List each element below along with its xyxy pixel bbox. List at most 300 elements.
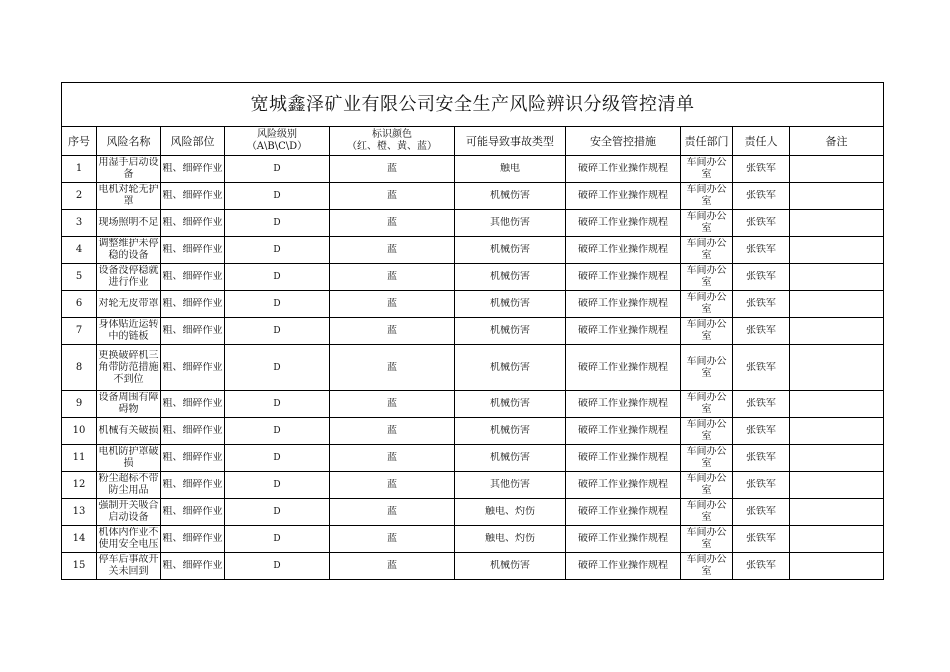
cell-responsible-dept-text: 车间办公室 <box>686 292 727 315</box>
cell-remark <box>790 345 884 391</box>
cell-remark <box>790 318 884 345</box>
cell-sign-color-text: 蓝 <box>387 506 397 517</box>
cell-risk-name-text: 电机对轮无护罩 <box>98 184 159 207</box>
cell-risk-level-text: D <box>273 164 281 174</box>
cell-risk-location-text: 粗、细碎作业 <box>162 560 223 571</box>
cell-sign-color-text: 蓝 <box>387 190 397 201</box>
header-sign-color-line2: （红、橙、黄、蓝） <box>347 141 437 152</box>
cell-responsible-dept <box>681 291 733 318</box>
cell-risk-level-text: D <box>273 272 281 282</box>
cell-risk-level-text: D <box>273 218 281 228</box>
cell-control-measures-text: 破碎工作业操作规程 <box>578 506 668 517</box>
cell-sign-color <box>330 445 455 472</box>
page-title: 宽城鑫泽矿业有限公司安全生产风险辨识分级管控清单 <box>62 83 884 127</box>
cell-risk-name <box>97 472 161 499</box>
cell-sign-color <box>330 291 455 318</box>
cell-accident-type <box>455 526 566 553</box>
cell-responsible-dept-text: 车间办公室 <box>686 392 727 415</box>
cell-responsible-dept <box>681 391 733 418</box>
cell-control-measures-text: 破碎工作业操作规程 <box>578 533 668 544</box>
cell-risk-name-text: 对轮无皮带罩 <box>98 298 159 309</box>
cell-accident-type <box>455 264 566 291</box>
cell-risk-location-text: 粗、细碎作业 <box>162 298 223 309</box>
cell-control-measures-text: 破碎工作业操作规程 <box>578 361 668 373</box>
header-responsible-person: 责任人 <box>733 127 790 156</box>
cell-risk-name <box>97 156 161 183</box>
cell-responsible-person-text: 张铁军 <box>746 244 776 255</box>
header-risk-level-line2: （A\B\C\D） <box>246 141 308 152</box>
cell-responsible-person-text: 张铁军 <box>746 217 776 228</box>
cell-remark <box>790 156 884 183</box>
cell-accident-type <box>455 291 566 318</box>
cell-accident-type <box>455 472 566 499</box>
cell-risk-location-text: 粗、细碎作业 <box>162 217 223 228</box>
cell-risk-location <box>161 237 225 264</box>
cell-risk-name <box>97 237 161 264</box>
cell-remark <box>790 210 884 237</box>
cell-risk-location <box>161 210 225 237</box>
cell-control-measures-text: 破碎工作业操作规程 <box>578 398 668 409</box>
cell-risk-name-text: 电机防护罩破损 <box>98 446 159 469</box>
header-remark: 备注 <box>790 127 884 156</box>
cell-risk-name-text: 设备周围有障碍物 <box>98 392 159 415</box>
cell-responsible-dept-text: 车间办公室 <box>686 265 727 288</box>
cell-seq-text: 15 <box>72 560 86 571</box>
cell-risk-location-text: 粗、细碎作业 <box>162 452 223 463</box>
header-seq: 序号 <box>62 127 97 156</box>
cell-seq-text: 7 <box>75 325 83 336</box>
cell-risk-location-text: 粗、细碎作业 <box>162 361 223 373</box>
header-control-measures: 安全管控措施 <box>566 127 681 156</box>
cell-risk-level-text: D <box>273 326 281 336</box>
cell-risk-name <box>97 210 161 237</box>
cell-risk-level <box>225 345 330 391</box>
cell-accident-type-text: 机械伤害 <box>490 271 530 282</box>
header-sign-color-line1: 标识颜色 <box>372 129 412 140</box>
cell-risk-level <box>225 210 330 237</box>
cell-sign-color-text: 蓝 <box>387 361 397 373</box>
cell-sign-color-text: 蓝 <box>387 217 397 228</box>
cell-seq <box>62 526 97 553</box>
table-row <box>62 345 884 391</box>
cell-risk-level-text: D <box>273 561 281 571</box>
cell-accident-type-text: 机械伤害 <box>490 452 530 463</box>
cell-risk-location-text: 粗、细碎作业 <box>162 325 223 336</box>
cell-risk-level <box>225 472 330 499</box>
cell-risk-name-text: 现场照明不足 <box>98 217 159 228</box>
cell-risk-level-text: D <box>273 507 281 517</box>
cell-risk-name <box>97 183 161 210</box>
cell-risk-location-text: 粗、细碎作业 <box>162 479 223 490</box>
cell-control-measures-text: 破碎工作业操作规程 <box>578 217 668 228</box>
cell-risk-name-text: 更换破碎机三角带防范措施不到位 <box>98 349 159 385</box>
cell-sign-color <box>330 156 455 183</box>
cell-remark <box>790 472 884 499</box>
cell-responsible-person <box>733 183 790 210</box>
cell-responsible-dept <box>681 237 733 264</box>
cell-responsible-person-text: 张铁军 <box>746 479 776 490</box>
cell-sign-color <box>330 526 455 553</box>
cell-control-measures <box>566 418 681 445</box>
cell-sign-color-text: 蓝 <box>387 560 397 571</box>
cell-risk-location <box>161 345 225 391</box>
table-row <box>62 445 884 472</box>
cell-responsible-dept-text: 车间办公室 <box>686 554 727 577</box>
header-accident-type: 可能导致事故类型 <box>455 127 566 156</box>
cell-responsible-person-text: 张铁军 <box>746 298 776 309</box>
cell-responsible-dept-text: 车间办公室 <box>686 527 727 550</box>
cell-risk-level <box>225 237 330 264</box>
cell-remark <box>790 418 884 445</box>
cell-risk-level <box>225 291 330 318</box>
cell-seq <box>62 345 97 391</box>
cell-responsible-dept <box>681 526 733 553</box>
cell-responsible-dept-text: 车间办公室 <box>686 157 727 180</box>
table-row <box>62 391 884 418</box>
cell-responsible-person <box>733 391 790 418</box>
cell-responsible-person-text: 张铁军 <box>746 452 776 463</box>
cell-risk-location <box>161 526 225 553</box>
cell-control-measures <box>566 345 681 391</box>
cell-risk-name <box>97 445 161 472</box>
cell-sign-color <box>330 553 455 580</box>
cell-risk-location <box>161 391 225 418</box>
cell-risk-level-text: D <box>273 191 281 201</box>
cell-seq <box>62 318 97 345</box>
cell-sign-color-text: 蓝 <box>387 398 397 409</box>
cell-sign-color-text: 蓝 <box>387 425 397 436</box>
cell-risk-name <box>97 345 161 391</box>
cell-accident-type <box>455 318 566 345</box>
cell-risk-name-text: 用湿手启动设备 <box>98 157 159 180</box>
cell-control-measures <box>566 264 681 291</box>
cell-sign-color <box>330 345 455 391</box>
cell-responsible-person <box>733 499 790 526</box>
cell-remark <box>790 445 884 472</box>
cell-sign-color <box>330 210 455 237</box>
cell-responsible-person <box>733 345 790 391</box>
cell-responsible-person <box>733 318 790 345</box>
cell-control-measures <box>566 472 681 499</box>
cell-responsible-person <box>733 472 790 499</box>
cell-responsible-dept <box>681 445 733 472</box>
cell-responsible-dept-text: 车间办公室 <box>686 211 727 234</box>
cell-risk-location <box>161 156 225 183</box>
cell-sign-color <box>330 264 455 291</box>
table-body <box>62 156 884 580</box>
cell-accident-type <box>455 345 566 391</box>
table-row <box>62 264 884 291</box>
cell-seq-text: 10 <box>72 425 86 436</box>
cell-accident-type-text: 机械伤害 <box>490 298 530 309</box>
cell-responsible-dept-text: 车间办公室 <box>686 238 727 261</box>
cell-responsible-person-text: 张铁军 <box>746 163 776 174</box>
cell-responsible-person-text: 张铁军 <box>746 325 776 336</box>
cell-sign-color-text: 蓝 <box>387 244 397 255</box>
header-risk-level-line1: 风险级别 <box>257 129 297 140</box>
cell-risk-level-text: D <box>273 480 281 490</box>
cell-responsible-person-text: 张铁军 <box>746 560 776 571</box>
header-responsible-dept: 责任部门 <box>681 127 733 156</box>
cell-seq <box>62 499 97 526</box>
cell-seq <box>62 264 97 291</box>
cell-remark <box>790 237 884 264</box>
cell-seq-text: 5 <box>75 271 83 282</box>
cell-risk-location <box>161 445 225 472</box>
cell-responsible-dept <box>681 183 733 210</box>
table-row <box>62 499 884 526</box>
cell-accident-type-text: 触电、灼伤 <box>485 506 535 517</box>
cell-responsible-person <box>733 445 790 472</box>
cell-risk-name <box>97 391 161 418</box>
cell-risk-name-text: 强制开关吸合启动设备 <box>98 500 159 523</box>
cell-accident-type <box>455 499 566 526</box>
cell-control-measures-text: 破碎工作业操作规程 <box>578 298 668 309</box>
cell-risk-name <box>97 291 161 318</box>
table-row <box>62 553 884 580</box>
cell-accident-type-text: 触电 <box>500 163 520 174</box>
cell-control-measures-text: 破碎工作业操作规程 <box>578 190 668 201</box>
cell-accident-type-text: 触电、灼伤 <box>485 533 535 544</box>
cell-risk-name <box>97 318 161 345</box>
cell-accident-type <box>455 553 566 580</box>
cell-accident-type <box>455 210 566 237</box>
cell-responsible-person <box>733 156 790 183</box>
cell-responsible-dept-text: 车间办公室 <box>686 319 727 342</box>
cell-seq <box>62 156 97 183</box>
cell-risk-location <box>161 553 225 580</box>
cell-risk-location <box>161 264 225 291</box>
cell-responsible-person-text: 张铁军 <box>746 425 776 436</box>
cell-risk-location <box>161 183 225 210</box>
cell-responsible-dept <box>681 418 733 445</box>
cell-risk-name <box>97 499 161 526</box>
cell-risk-level <box>225 183 330 210</box>
cell-seq-text: 14 <box>72 533 86 544</box>
cell-risk-name <box>97 418 161 445</box>
cell-risk-location <box>161 499 225 526</box>
cell-responsible-person-text: 张铁军 <box>746 533 776 544</box>
cell-sign-color-text: 蓝 <box>387 533 397 544</box>
cell-responsible-person <box>733 526 790 553</box>
cell-risk-level <box>225 418 330 445</box>
cell-seq-text: 12 <box>72 479 86 490</box>
cell-control-measures <box>566 318 681 345</box>
cell-accident-type-text: 机械伤害 <box>490 244 530 255</box>
cell-responsible-person <box>733 418 790 445</box>
cell-control-measures <box>566 210 681 237</box>
cell-risk-name-text: 身体贴近运转中的链板 <box>98 319 159 342</box>
cell-remark <box>790 291 884 318</box>
cell-seq-text: 11 <box>72 452 86 463</box>
cell-control-measures <box>566 391 681 418</box>
cell-accident-type <box>455 237 566 264</box>
cell-control-measures <box>566 237 681 264</box>
cell-risk-level <box>225 156 330 183</box>
cell-responsible-dept <box>681 345 733 391</box>
table-row <box>62 237 884 264</box>
cell-risk-level <box>225 553 330 580</box>
cell-responsible-dept <box>681 156 733 183</box>
cell-responsible-person-text: 张铁军 <box>746 271 776 282</box>
cell-risk-location-text: 粗、细碎作业 <box>162 190 223 201</box>
cell-responsible-person-text: 张铁军 <box>746 398 776 409</box>
cell-responsible-dept <box>681 472 733 499</box>
cell-risk-level-text: D <box>273 453 281 463</box>
cell-sign-color <box>330 183 455 210</box>
cell-responsible-person <box>733 264 790 291</box>
cell-control-measures-text: 破碎工作业操作规程 <box>578 452 668 463</box>
cell-control-measures <box>566 499 681 526</box>
cell-sign-color <box>330 237 455 264</box>
cell-accident-type-text: 机械伤害 <box>490 560 530 571</box>
cell-risk-name-text: 机械有关破损 <box>98 425 159 436</box>
cell-sign-color-text: 蓝 <box>387 325 397 336</box>
cell-sign-color <box>330 318 455 345</box>
cell-control-measures <box>566 445 681 472</box>
cell-accident-type-text: 其他伤害 <box>490 217 530 228</box>
cell-risk-level <box>225 526 330 553</box>
cell-accident-type-text: 机械伤害 <box>490 361 530 373</box>
cell-risk-name-text: 粉尘超标不带防尘用品 <box>98 473 159 496</box>
cell-seq <box>62 553 97 580</box>
cell-sign-color-text: 蓝 <box>387 452 397 463</box>
cell-accident-type-text: 机械伤害 <box>490 398 530 409</box>
cell-control-measures-text: 破碎工作业操作规程 <box>578 560 668 571</box>
cell-sign-color-text: 蓝 <box>387 271 397 282</box>
cell-risk-location-text: 粗、细碎作业 <box>162 244 223 255</box>
cell-responsible-person-text: 张铁军 <box>746 361 776 373</box>
cell-control-measures <box>566 553 681 580</box>
cell-control-measures <box>566 156 681 183</box>
cell-responsible-dept <box>681 499 733 526</box>
cell-control-measures <box>566 183 681 210</box>
table-row <box>62 291 884 318</box>
table-row <box>62 156 884 183</box>
table-row <box>62 472 884 499</box>
cell-risk-location-text: 粗、细碎作业 <box>162 425 223 436</box>
cell-responsible-dept-text: 车间办公室 <box>686 355 727 379</box>
cell-responsible-dept <box>681 318 733 345</box>
cell-control-measures-text: 破碎工作业操作规程 <box>578 271 668 282</box>
cell-control-measures-text: 破碎工作业操作规程 <box>578 479 668 490</box>
cell-sign-color <box>330 499 455 526</box>
cell-sign-color-text: 蓝 <box>387 163 397 174</box>
cell-seq <box>62 418 97 445</box>
cell-responsible-dept <box>681 210 733 237</box>
cell-accident-type-text: 机械伤害 <box>490 190 530 201</box>
cell-risk-location <box>161 472 225 499</box>
cell-risk-level <box>225 391 330 418</box>
cell-seq <box>62 472 97 499</box>
cell-risk-name-text: 停车后事故开关未回到 <box>98 554 159 577</box>
cell-risk-location-text: 粗、细碎作业 <box>162 398 223 409</box>
table-row <box>62 183 884 210</box>
cell-remark <box>790 553 884 580</box>
cell-seq <box>62 391 97 418</box>
cell-risk-level-text: D <box>273 534 281 544</box>
cell-sign-color <box>330 391 455 418</box>
cell-risk-name <box>97 526 161 553</box>
cell-remark <box>790 526 884 553</box>
cell-responsible-person <box>733 291 790 318</box>
cell-seq-text: 8 <box>75 361 83 373</box>
cell-control-measures-text: 破碎工作业操作规程 <box>578 244 668 255</box>
cell-risk-name-text: 设备没停稳就进行作业 <box>98 265 159 288</box>
cell-seq-text: 13 <box>72 506 86 517</box>
cell-risk-location-text: 粗、细碎作业 <box>162 271 223 282</box>
cell-accident-type-text: 机械伤害 <box>490 325 530 336</box>
cell-sign-color-text: 蓝 <box>387 479 397 490</box>
cell-seq <box>62 183 97 210</box>
risk-control-sheet <box>61 82 883 580</box>
cell-responsible-person-text: 张铁军 <box>746 190 776 201</box>
cell-sign-color <box>330 472 455 499</box>
cell-risk-name-text: 调整维护未停稳的设备 <box>98 238 159 261</box>
cell-risk-location <box>161 318 225 345</box>
cell-risk-level-text: D <box>273 426 281 436</box>
cell-seq-text: 2 <box>75 190 83 201</box>
table-row <box>62 418 884 445</box>
header-sign-color <box>330 127 455 156</box>
header-risk-name: 风险名称 <box>97 127 161 156</box>
cell-seq-text: 9 <box>75 398 83 409</box>
cell-control-measures <box>566 526 681 553</box>
cell-accident-type <box>455 445 566 472</box>
cell-sign-color <box>330 418 455 445</box>
cell-risk-level-text: D <box>273 245 281 255</box>
cell-risk-level-text: D <box>273 299 281 309</box>
table-row <box>62 210 884 237</box>
cell-responsible-dept <box>681 264 733 291</box>
table-row <box>62 318 884 345</box>
cell-responsible-person <box>733 237 790 264</box>
cell-accident-type <box>455 156 566 183</box>
cell-accident-type-text: 其他伤害 <box>490 479 530 490</box>
cell-seq-text: 4 <box>75 244 83 255</box>
cell-control-measures-text: 破碎工作业操作规程 <box>578 325 668 336</box>
cell-risk-location-text: 粗、细碎作业 <box>162 163 223 174</box>
cell-responsible-person <box>733 553 790 580</box>
cell-risk-level <box>225 318 330 345</box>
cell-risk-name <box>97 553 161 580</box>
cell-seq <box>62 237 97 264</box>
cell-control-measures-text: 破碎工作业操作规程 <box>578 425 668 436</box>
header-risk-location: 风险部位 <box>161 127 225 156</box>
cell-risk-level <box>225 445 330 472</box>
cell-sign-color-text: 蓝 <box>387 298 397 309</box>
cell-risk-level <box>225 499 330 526</box>
cell-control-measures-text: 破碎工作业操作规程 <box>578 163 668 174</box>
cell-seq-text: 3 <box>75 217 83 228</box>
cell-risk-name-text: 机体内作业不使用安全电压 <box>98 527 159 550</box>
cell-seq-text: 6 <box>75 298 83 309</box>
cell-accident-type <box>455 183 566 210</box>
cell-seq-text: 1 <box>75 163 83 174</box>
table-row <box>62 526 884 553</box>
cell-risk-level-text: D <box>273 399 281 409</box>
cell-risk-level-text: D <box>273 362 281 373</box>
cell-remark <box>790 391 884 418</box>
risk-table <box>61 82 884 580</box>
cell-seq <box>62 291 97 318</box>
cell-accident-type-text: 机械伤害 <box>490 425 530 436</box>
cell-remark <box>790 183 884 210</box>
table-header-row <box>62 127 884 156</box>
cell-responsible-person-text: 张铁军 <box>746 506 776 517</box>
cell-responsible-dept-text: 车间办公室 <box>686 473 727 496</box>
cell-remark <box>790 499 884 526</box>
